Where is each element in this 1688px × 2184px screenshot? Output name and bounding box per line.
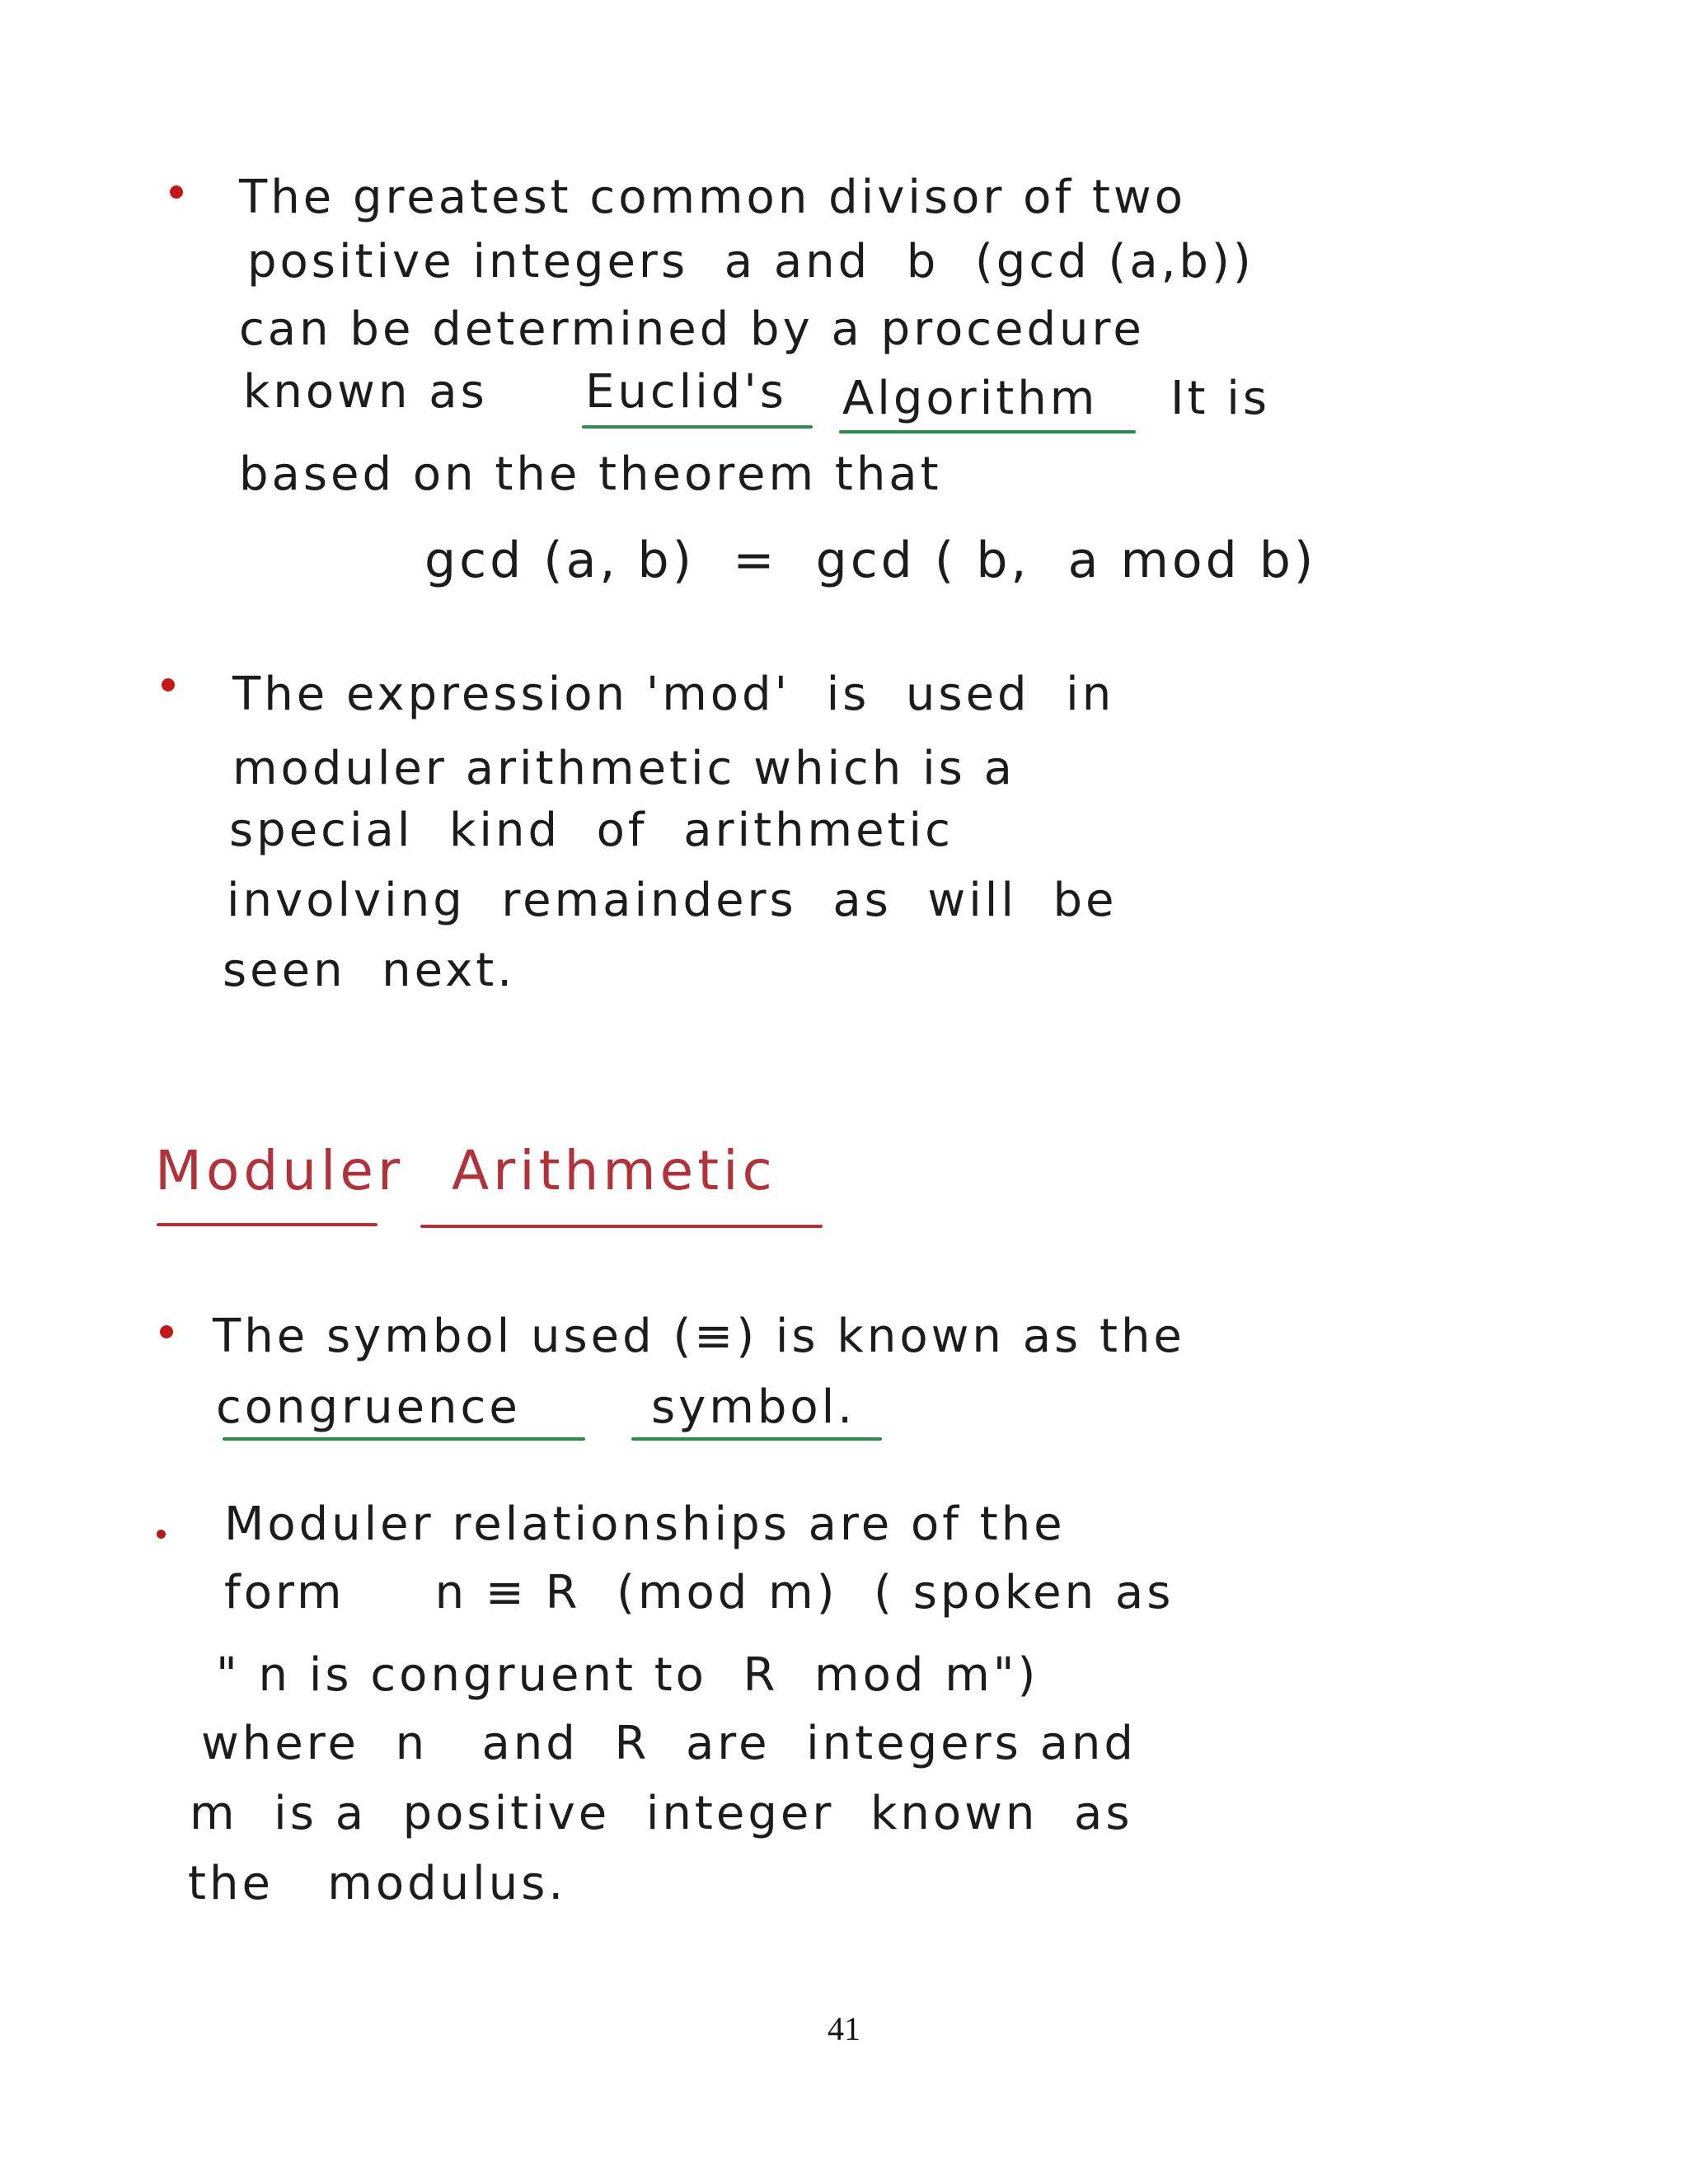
s2-line-1: The expression 'mod' is used in [232, 668, 1115, 721]
congruence-underline [223, 1437, 585, 1441]
s4-line-3: " n is congruent to R mod m") [216, 1648, 1039, 1702]
s4-line-5: m is a positive integer known as [190, 1787, 1133, 1840]
heading-moduler-underline [157, 1223, 377, 1226]
bullet-4 [157, 1530, 166, 1539]
symbol-underline [631, 1437, 882, 1441]
s2-line-2: moduler arithmetic which is a [232, 742, 1015, 795]
algorithm-term: Algorithm [842, 372, 1099, 425]
congruence-term: congruence [216, 1380, 521, 1434]
s4-line-1: Moduler relationships are of the [224, 1497, 1066, 1551]
euclids-term: Euclid's [585, 365, 787, 419]
s2-line-5: seen next. [223, 944, 516, 997]
bullet-1 [170, 185, 183, 199]
s1-line-3: can be determined by a procedure [239, 302, 1145, 356]
s4-line-6: the modulus. [188, 1857, 567, 1910]
s1-line-2: positive integers a and b (gcd (a,b)) [247, 235, 1254, 288]
s1-line-5: It is [1170, 372, 1271, 425]
s2-line-4: involving remainders as will be [227, 874, 1118, 927]
s1-line-1: The greatest common divisor of two [239, 171, 1186, 224]
heading-arithmetic-underline [420, 1225, 823, 1228]
page-number: 41 [828, 2010, 860, 2047]
bullet-3 [160, 1325, 173, 1338]
symbol-term: symbol. [651, 1380, 856, 1434]
bullet-2 [162, 678, 175, 691]
s4-line-2: form n ≡ R (mod m) ( spoken as [224, 1566, 1175, 1619]
s2-line-3: special kind of arithmetic [229, 804, 954, 857]
heading-moduler: Moduler [155, 1139, 405, 1202]
heading-arithmetic: Arithmetic [452, 1139, 776, 1202]
s1-line-4: known as [243, 365, 488, 419]
s4-line-4: where n and R are integers and [201, 1717, 1137, 1770]
euclids-underline [582, 425, 813, 429]
s3-line-1: The symbol used (≡) is known as the [213, 1310, 1185, 1363]
gcd-formula: gcd (a, b) = gcd ( b, a mod b) [424, 532, 1317, 589]
algorithm-underline [839, 430, 1136, 434]
s1-line-6: based on the theorem that [239, 448, 942, 501]
